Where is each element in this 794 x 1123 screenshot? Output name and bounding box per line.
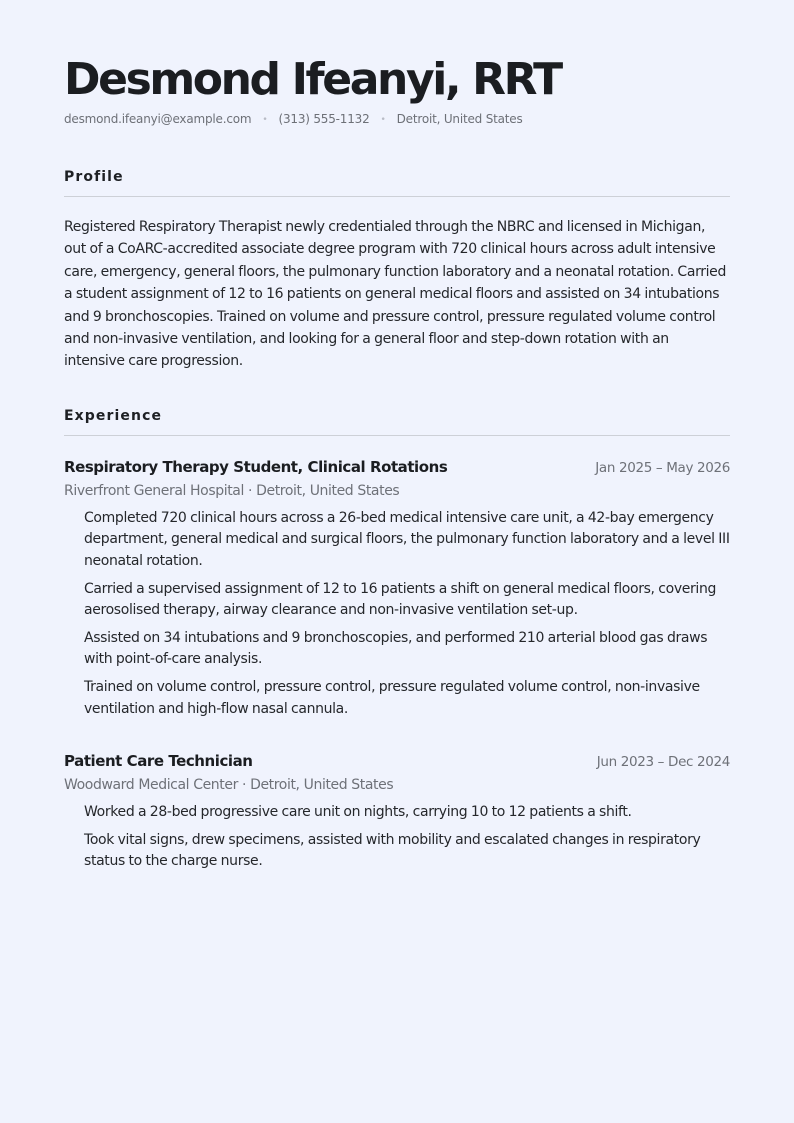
job-header	[64, 750, 730, 773]
candidate-name: Desmond Ifeanyi, RRT	[64, 54, 561, 105]
contact-separator: •	[262, 115, 268, 125]
email-text: desmond.ifeanyi@example.com	[64, 112, 252, 126]
job-title: Respiratory Therapy Student, Clinical Rotations	[64, 457, 448, 476]
job-bullet: Took vital signs, drew specimens, assisted with mobility and escalated changes in respiratory status to the charge nurse.	[84, 831, 701, 870]
job-title: Patient Care Technician	[64, 752, 253, 771]
job-bullets	[64, 508, 730, 720]
job-bullet: Completed 720 clinical hours across a 26-bed medical intensive care unit, a 42-bay emergency department, general medical and surgical floors, the pulmonary function laboratory and a level III neonatal rotation.	[84, 509, 730, 570]
job-organization: Woodward Medical Center · Detroit, United States	[64, 777, 394, 794]
job-header	[64, 456, 730, 479]
profile-summary: Registered Respiratory Therapist newly credentialed through the NBRC and licensed in Michigan, out of a CoARC-accredited associate degree program with 720 clinical hours across adult intensive care, emergency, general floors, the pulmonary function laboratory and a neonatal rotation. Carried a student assignment of 12 to 16 patients on general medical floors and assisted on 34 intubations and 9 bronchoscopies. Trained on volume and pressure control, pressure regulated volume control and non-invasive ventilation, and looking for a general floor and step-down rotation with an intensive care progression.	[64, 219, 726, 370]
contact-line	[64, 111, 730, 128]
job-bullet: Assisted on 34 intubations and 9 bronchoscopies, and performed 210 arterial blood gas draws with point-of-care analysis.	[84, 629, 708, 668]
contact-separator: •	[380, 115, 386, 125]
job-organization: Riverfront General Hospital · Detroit, United States	[64, 482, 400, 499]
experience-section	[64, 407, 730, 873]
job-dates: Jan 2025 – May 2026	[595, 459, 730, 476]
section-title-experience: Experience	[64, 407, 730, 436]
section-title-profile: Profile	[64, 168, 730, 197]
job-bullet: Trained on volume control, pressure control, pressure regulated volume control, non-invasive ventilation and high-flow nasal cannula.	[84, 679, 700, 717]
job-bullet: Worked a 28-bed progressive care unit on nights, carrying 10 to 12 patients a shift.	[84, 804, 632, 821]
location-text: Detroit, United States	[396, 112, 523, 126]
job-entry	[64, 750, 730, 873]
job-dates: Jun 2023 – Dec 2024	[596, 754, 730, 771]
job-bullet: Carried a supervised assignment of 12 to 16 patients a shift on general medical floors, covering aerosolised therapy, airway clearance and non-invasive ventilation set-up.	[84, 580, 717, 619]
phone-text: (313) 555-1132	[278, 112, 370, 126]
resume-header	[64, 52, 730, 128]
job-bullets	[64, 802, 730, 873]
profile-section	[64, 168, 730, 373]
job-entry	[64, 456, 730, 720]
